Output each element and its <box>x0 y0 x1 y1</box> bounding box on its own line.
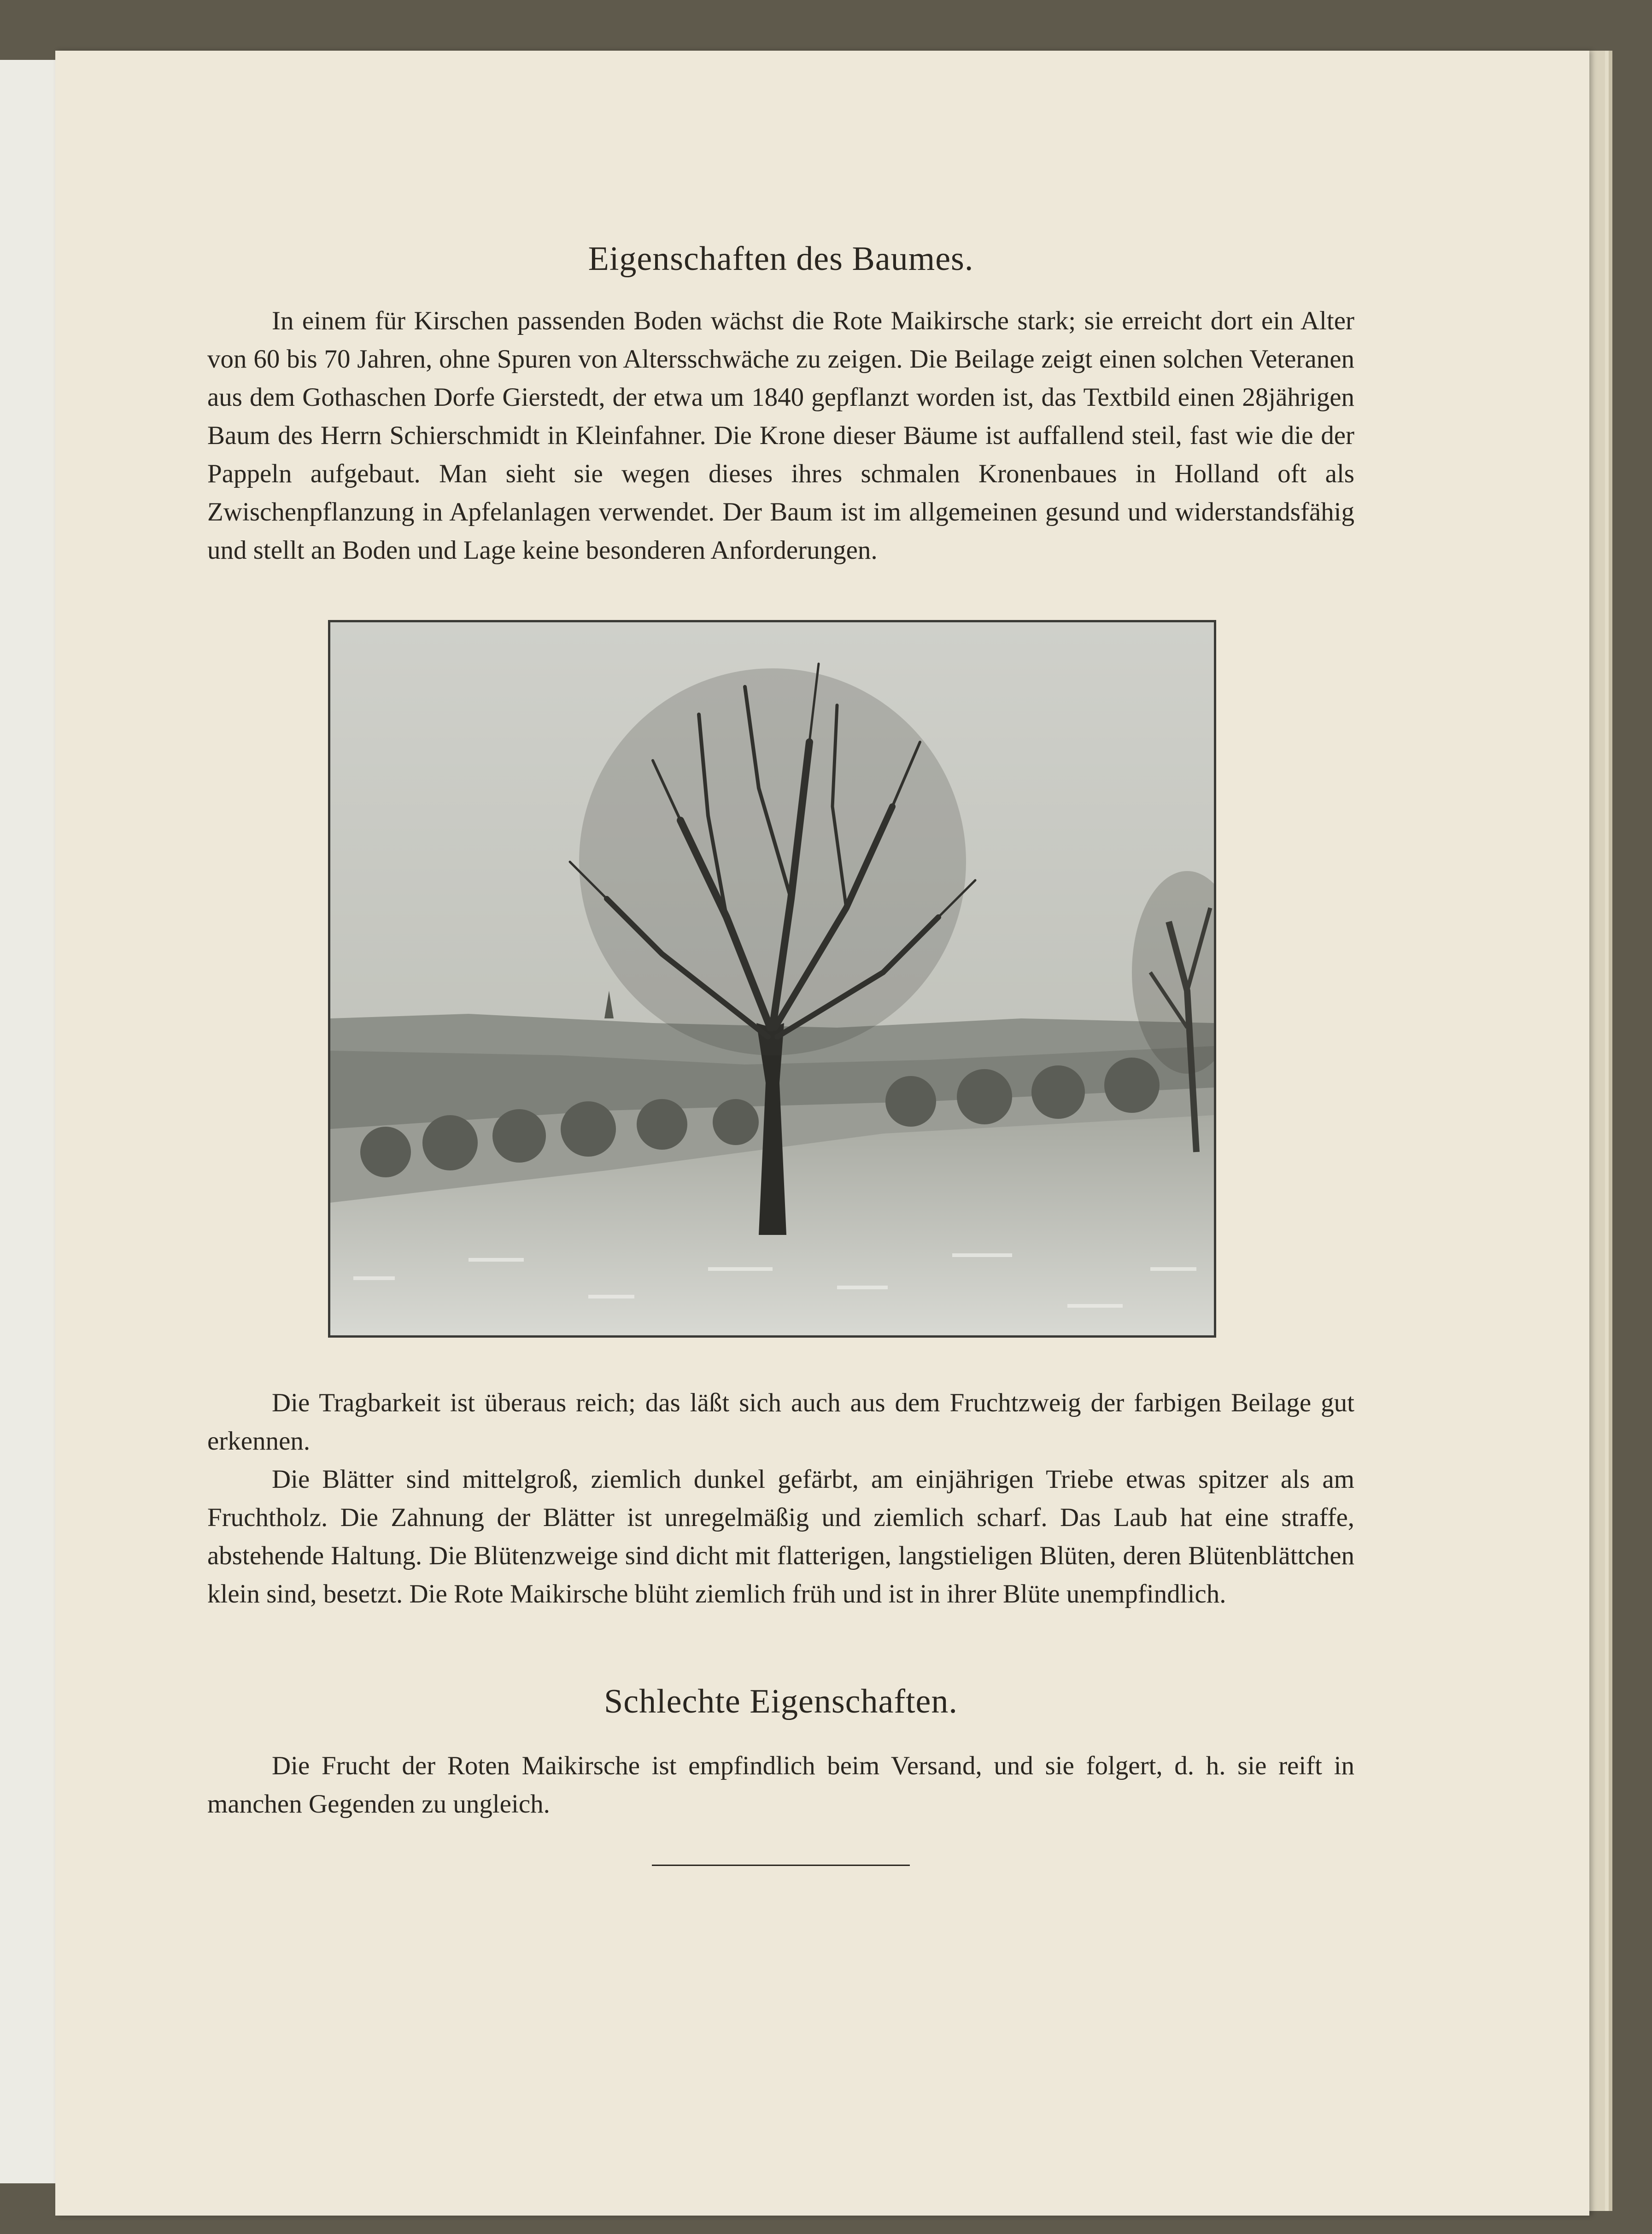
paragraph-leaves-blossoms: Die Blätter sind mittelgroß, ziemlich dunkel gefärbt, am einjährigen Triebe etwas spitzer als am Fruchtholz. Die Zahnung der Blätter ist unregelmäßig und ziemlich scharf. Das Laub hat eine straffe, abstehende Haltung. Die Blütenzweige sind dicht mit flatterigen, langstieligen Blüten, deren Blütenblättchen klein sind, besetzt. Die Rote Maikirsche blüht ziemlich früh und ist in ihrer Blüte unempfindlich. <box>207 1465 1354 1608</box>
section-title-bad-properties: Schlechte Eigenschaften. <box>604 1683 958 1720</box>
section-title-properties: Eigenschaften des Baumes. <box>588 240 974 278</box>
closing-rule <box>652 1865 910 1866</box>
bare-tree-photo-icon <box>330 622 1214 1335</box>
paragraph-tree-properties: In einem für Kirschen passenden Boden wächst die Rote Maikirsche stark; sie erreicht dort ein Alter von 60 bis 70 Jahren, ohne Spuren von Altersschwäche zu zeigen. Die Beilage zeigt einen solchen Veteranen aus dem Gothaschen Dorfe Gierstedt, der etwa um 1840 gepflanzt worden ist, das Textbild einen 28jährigen Baum des Herrn Schierschmidt in Kleinfahner. Die Krone dieser Bäume ist auffallend steil, fast wie die der Pappeln aufgebaut. Man sieht sie wegen dieses ihres schmalen Kronenbaues in Holland oft als Zwischenpflanzung in Apfelanlagen verwendet. Der Baum ist im allgemeinen gesund und widerstandsfähig und stellt an Boden und Lage keine besonderen Anforderungen. <box>207 306 1354 565</box>
book-page <box>55 51 1589 2216</box>
paragraph-bad-properties: Die Frucht der Roten Maikirsche ist empfindlich beim Versand, und sie folgert, d. h. sie reift in manchen Gegenden zu ungleich. <box>207 1751 1354 1819</box>
paragraph-yield: Die Tragbarkeit ist überaus reich; das läßt sich auch aus dem Fruchtzweig der farbigen Beilage gut erkennen. <box>207 1388 1354 1456</box>
previous-page-edge <box>0 60 58 2183</box>
page-content <box>207 240 1354 1866</box>
tree-photograph <box>328 620 1216 1338</box>
